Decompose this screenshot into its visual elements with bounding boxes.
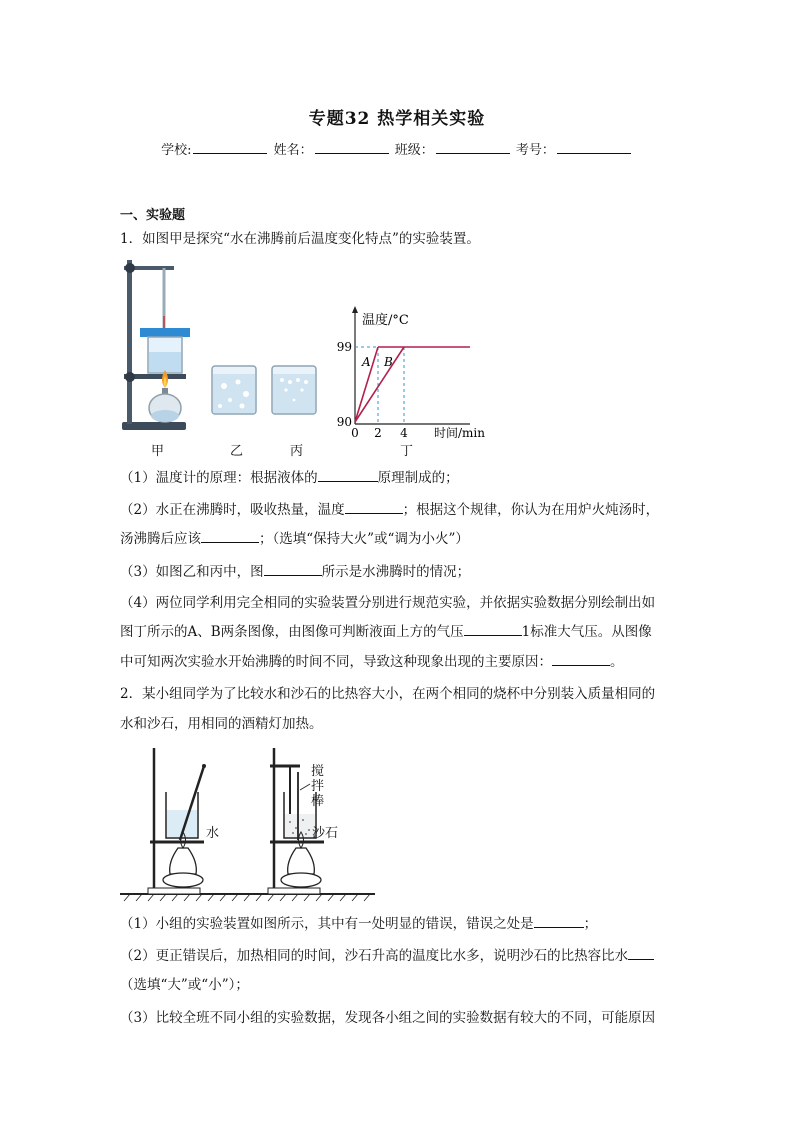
graph-y-arrow bbox=[352, 306, 358, 313]
x-tick-0: 0 bbox=[351, 426, 359, 440]
q1-sub2-text-c: 汤沸腾后应该 bbox=[120, 531, 201, 547]
q2-sub2-text-a: （2）更正错误后，加热相同的时间，沙石升高的温度比水多，说明沙石的比热容比水 bbox=[120, 948, 629, 964]
q1-sub2-text-a: （2）水正在沸腾时，吸收热量，温度 bbox=[120, 502, 345, 518]
q1-sub4-text-e: 。 bbox=[610, 654, 624, 670]
q1-sub4-blank-1[interactable] bbox=[464, 622, 522, 636]
graph-ylabel: 温度/°C bbox=[362, 313, 409, 328]
y-tick-90: 90 bbox=[336, 415, 352, 429]
q1-sub4-line2 bbox=[120, 622, 652, 642]
y-tick-99: 99 bbox=[336, 340, 352, 354]
figure-label-water: 水 bbox=[206, 826, 220, 841]
q2-sub2-line2: （选填“大”或“小”）； bbox=[120, 977, 249, 993]
q2-sub1-text-b: ； bbox=[583, 916, 598, 932]
q1-sub4-line3 bbox=[120, 652, 624, 672]
q2-sub1 bbox=[120, 914, 597, 934]
beaker-bing-figure bbox=[268, 360, 328, 420]
figure-label-sand: 沙石 bbox=[312, 826, 339, 841]
q1-sub2-line1 bbox=[120, 500, 659, 520]
q1-sub2-line2 bbox=[120, 529, 469, 549]
class-label: 班级： bbox=[394, 143, 434, 158]
q1-sub2-text-d: ；（选填“保持大火”或“调为小火”） bbox=[259, 531, 469, 547]
figure-label-bing: 丙 bbox=[290, 444, 304, 459]
q1-sub1-blank[interactable] bbox=[318, 468, 378, 482]
section-heading: 一、实验题 bbox=[120, 208, 186, 223]
series-b-label: B bbox=[384, 355, 393, 369]
q1-sub1-text-b: 原理制成的； bbox=[377, 470, 459, 486]
q1-sub4-text-b: 图丁所示的A、B两条图像，由图像可判断液面上方的气压 bbox=[120, 624, 464, 640]
number-label: 考号： bbox=[515, 143, 555, 158]
q1-sub1 bbox=[120, 468, 459, 488]
school-label: 学校: bbox=[161, 143, 192, 158]
q1-sub2-blank-2[interactable] bbox=[201, 529, 259, 543]
q1-sub3-text-b: 所示是水沸腾时的情况； bbox=[321, 564, 471, 580]
figure-label-ding: 丁 bbox=[400, 444, 414, 459]
q2-sub2-blank[interactable] bbox=[628, 946, 654, 960]
q2-stem-line2: 水和沙石，用相同的酒精灯加热。 bbox=[120, 716, 323, 732]
q2-stem-line1: 2．某小组同学为了比较水和沙石的比热容大小，在两个相同的烧杯中分别装入质量相同的 bbox=[120, 686, 656, 702]
graph-xlabel: 时间/min bbox=[434, 426, 485, 440]
q2-sub1-text-a: （1）小组的实验装置如图所示，其中有一处明显的错误，错误之处是 bbox=[120, 916, 534, 932]
number-blank[interactable] bbox=[557, 141, 631, 154]
q1-sub4-text-d: 中可知两次实验水开始沸腾的时间不同，导致这种现象出现的主要原因： bbox=[120, 654, 552, 670]
figure-label-stir-rod: 搅拌棒 bbox=[311, 764, 325, 809]
q1-sub4-line1: （4）两位同学利用完全相同的实验装置分别进行规范实验，并依据实验数据分别绘制出如 bbox=[120, 595, 656, 611]
q2-sub3: （3）比较全班不同小组的实验数据，发现各小组之间的实验数据有较大的不同，可能原因 bbox=[120, 1010, 656, 1026]
q2-sub1-blank[interactable] bbox=[534, 914, 584, 928]
beaker-yi-figure bbox=[208, 360, 268, 420]
q1-sub3-text-a: （3）如图乙和丙中，图 bbox=[120, 564, 264, 580]
q1-sub1-text-a: （1）温度计的原理：根据液体的 bbox=[120, 470, 318, 486]
q1-sub2-blank-1[interactable] bbox=[345, 500, 403, 514]
q1-stem: 1．如图甲是探究“水在沸腾前后温度变化特点”的实验装置。 bbox=[120, 231, 480, 247]
q1-sub2-text-b: ；根据这个规律，你认为在用炉火炖汤时， bbox=[402, 502, 660, 518]
figure-label-yi: 乙 bbox=[230, 444, 244, 459]
name-blank[interactable] bbox=[315, 141, 389, 154]
school-blank[interactable] bbox=[193, 141, 267, 154]
temperature-graph-ding bbox=[330, 304, 500, 440]
q1-sub3-blank[interactable] bbox=[264, 562, 322, 576]
x-tick-4: 4 bbox=[400, 426, 408, 440]
q1-sub3 bbox=[120, 562, 470, 582]
specific-heat-apparatus-figure bbox=[120, 744, 380, 902]
page-title: 专题32 热学相关实验 bbox=[308, 109, 486, 129]
figure-label-jia: 甲 bbox=[151, 444, 165, 459]
class-blank[interactable] bbox=[436, 141, 510, 154]
name-label: 姓名： bbox=[273, 143, 313, 158]
x-tick-2: 2 bbox=[374, 426, 382, 440]
q1-sub4-text-c: 1标准大气压。从图像 bbox=[521, 624, 652, 640]
series-a-label: A bbox=[362, 355, 371, 369]
q2-sub2-line1 bbox=[120, 946, 654, 966]
q1-sub4-blank-2[interactable] bbox=[552, 652, 610, 666]
student-info-line bbox=[0, 139, 794, 158]
